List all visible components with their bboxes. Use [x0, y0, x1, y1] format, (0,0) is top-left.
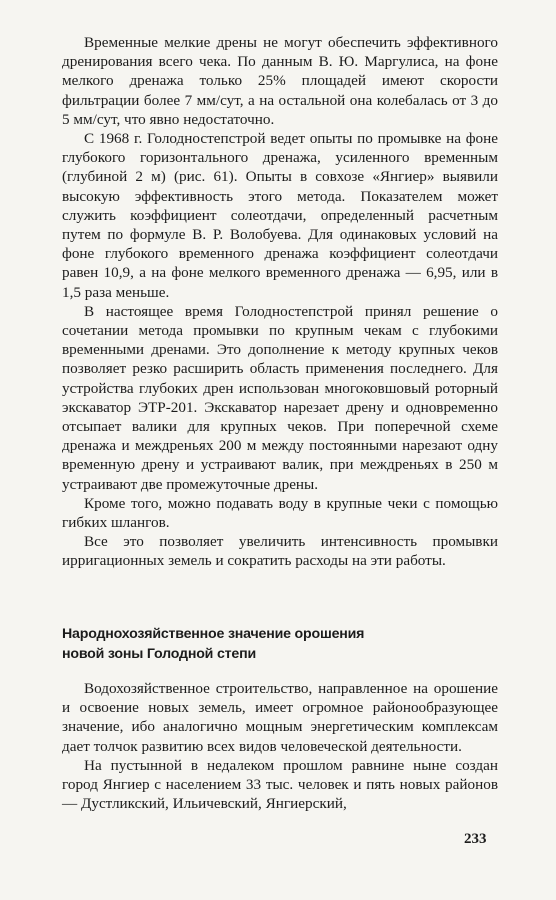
paragraph-5: Все это позволяет увеличить интенсивность промывки ирригационных земель и сократить расходы на эти работы. — [62, 533, 498, 570]
body-text-bottom — [62, 679, 498, 813]
paragraph-3: В настоящее время Голодностепстрой принял решение о сочетании метода промывки по крупным чекам с глубокими временными дренами. Это дополнение к методу крупных чеков позволяет резко расширить область применения последнего. Для устройства глубоких дрен использован многоковшовый роторный экскаватор ЭТР-201. Экскаватор нарезает дрену и одновременно отсыпает валики для крупных чеков. При поперечной схеме дренажа и междреньях 200 м между постоянными нарезают одну временную дрену и устраивают валик, при междреньях в 250 м устраивают две промежуточные дрены. — [62, 302, 498, 493]
section-heading-line-1: Народнохозяйственное значение орошения — [62, 626, 365, 642]
section-heading-line-2: новой зоны Голодной степи — [62, 646, 256, 662]
body-text-top — [62, 33, 498, 571]
paragraph-1: Временные мелкие дрены не могут обеспечить эффективного дренирования всего чека. По данным В. Ю. Маргулиса, на фоне мелкого дренажа только 25% площадей имеют скорости фильтрации более 7 мм/сут, а на остальной она колебалась от 3 до 5 мм/сут, что явно недостаточно. — [62, 34, 498, 128]
paragraph-6: Водохозяйственное строительство, направленное на орошение и освоение новых земель, имеет огромное районообразующее значение, ибо аналогично мощным энергетическим комплексам дает толчок развитию всех видов человеческой деятельности. — [62, 680, 498, 755]
page-number: 233 — [464, 831, 487, 847]
paragraph-2: С 1968 г. Голодностепстрой ведет опыты по промывке на фоне глубокого горизонтального дренажа, усиленного временным (глубиной 2 м) (рис. 61). Опыты в совхозе «Янгиер» выявили высокую эффективность этого метода. Показателем может служить коэффициент солеотдачи, определенный расчетным путем по формуле В. Р. Волобуева. Для одинаковых условий на фоне глубокого временного дренажа коэффициент солеотдачи равен 10,9, а на фоне мелкого временного дренажа — 6,95, или в 1,5 раза меньше. — [62, 130, 498, 301]
paragraph-4: Кроме того, можно подавать воду в крупные чеки с помощью гибких шлангов. — [62, 494, 498, 532]
section-heading — [62, 624, 498, 664]
paragraph-7: На пустынной в недалеком прошлом равнине ныне создан город Янгиер с населением 33 тыс. человек и пять новых районов — Дустликский, Ильичевский, Янгиерский, — [62, 756, 498, 813]
